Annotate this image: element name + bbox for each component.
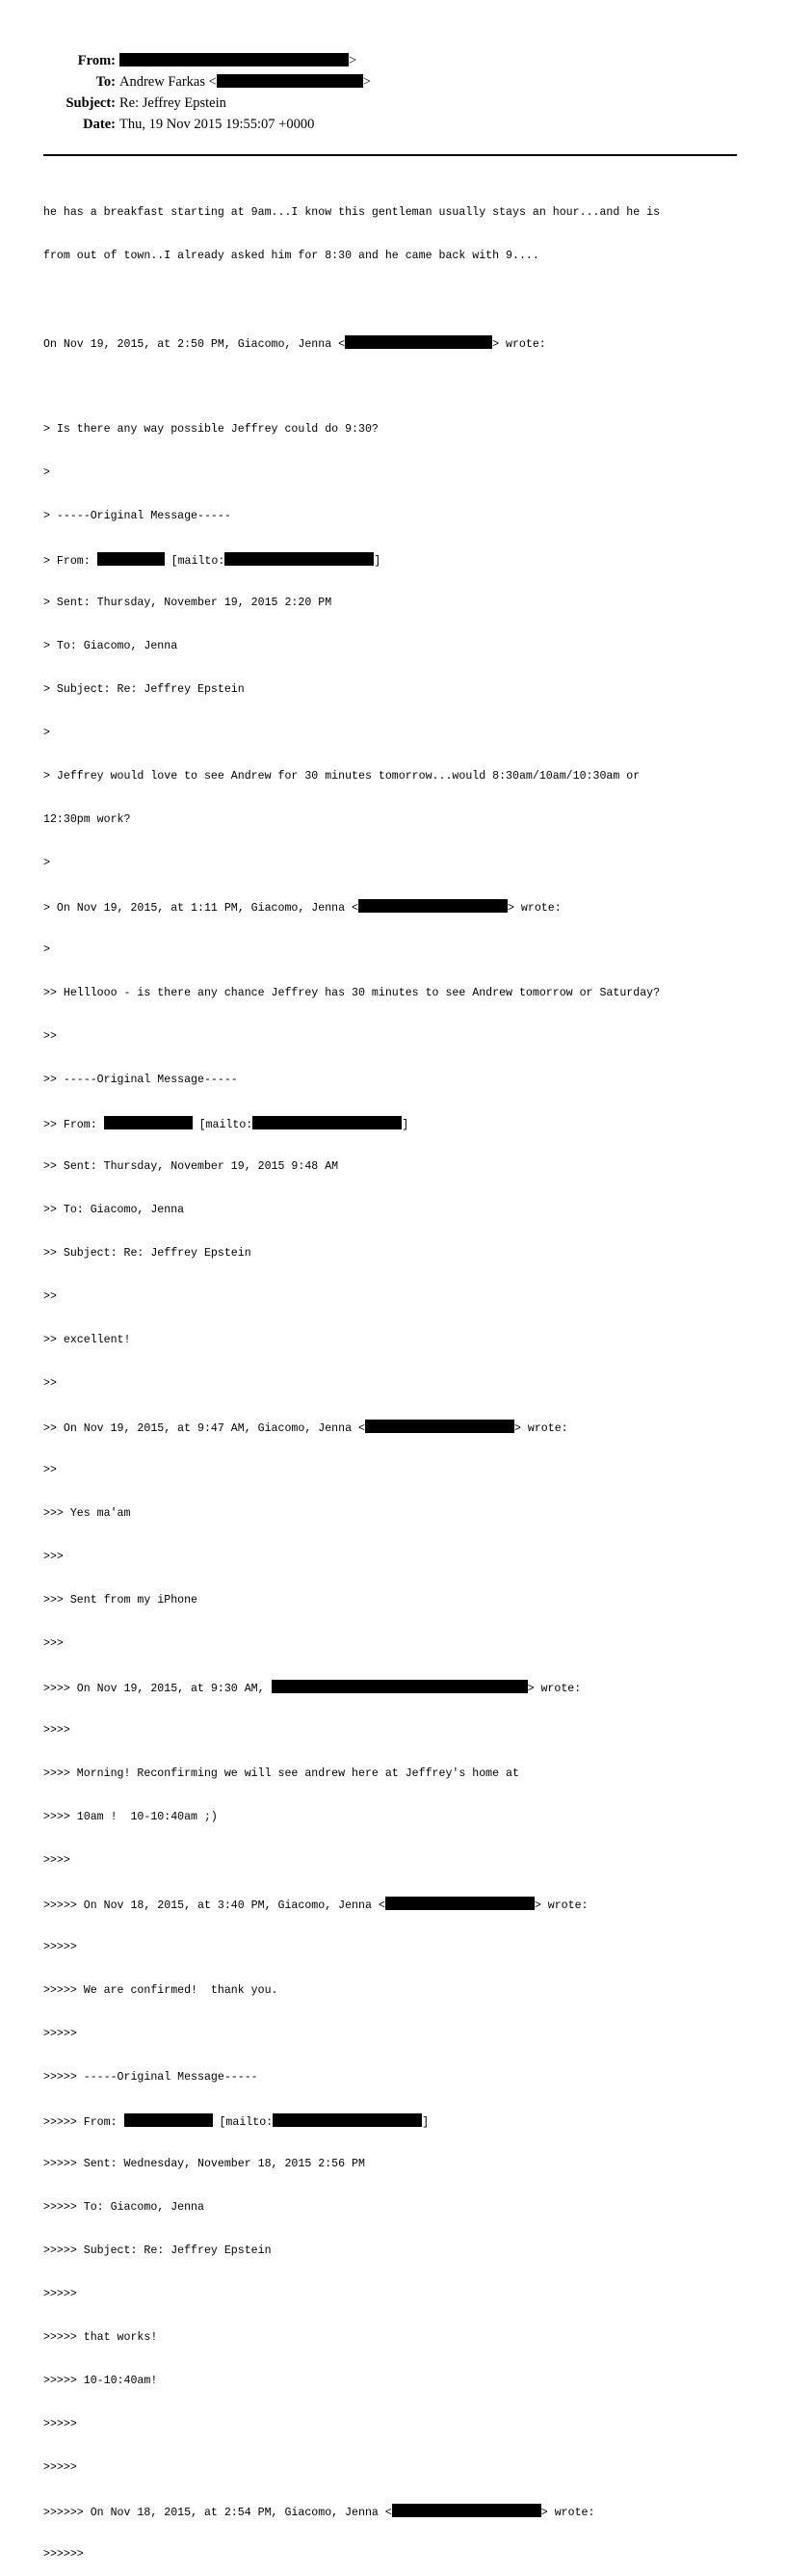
body-line <box>43 1420 756 1434</box>
body-line: > <box>43 943 50 956</box>
body-text: [mailto: <box>164 555 225 568</box>
subject-value: Re: Jeffrey Epstein <box>119 95 226 111</box>
blank-line <box>43 379 756 393</box>
redaction-block <box>104 1116 193 1129</box>
body-line: >>> <box>43 1637 64 1650</box>
email-body <box>43 176 756 2576</box>
body-line: >>>> 10am ! 10-10:40am ;) <box>43 1811 218 1823</box>
body-text: [mailto: <box>212 2116 274 2129</box>
body-line: >>>>> To: Giacomo, Jenna <box>43 2201 204 2214</box>
redaction-block <box>217 74 363 88</box>
body-line: he has a breakfast starting at 9am...I know this gentleman usually stays an hour...and he is <box>43 206 661 219</box>
to-label: To: <box>95 74 116 90</box>
body-line <box>43 1680 756 1694</box>
body-line: >> Sent: Thursday, November 19, 2015 9:48 AM <box>43 1160 339 1173</box>
body-line: > To: Giacomo, Jenna <box>43 640 178 652</box>
body-line: >>>>> -----Original Message----- <box>43 2071 258 2084</box>
body-line: >>>>> 10-10:40am! <box>43 2375 158 2387</box>
body-line: > Jeffrey would love to see Andrew for 30 minutes tomorrow...would 8:30am/10am/10:30am or <box>43 770 641 783</box>
subject-label: Subject: <box>66 95 116 111</box>
to-value <box>119 73 371 91</box>
to-after: > <box>362 74 371 90</box>
redaction-block <box>119 53 349 66</box>
redaction-block <box>345 335 492 349</box>
body-line: >>>>> <box>43 2028 77 2040</box>
body-line: > Sent: Thursday, November 19, 2015 2:20 PM <box>43 597 332 609</box>
body-text: [mailto: <box>192 1119 253 1131</box>
redaction-block <box>365 1420 514 1433</box>
redaction-block <box>224 552 374 566</box>
blank-line <box>43 292 756 306</box>
body-line: >>> <box>43 1551 64 1563</box>
body-text: >> On Nov 19, 2015, at 9:47 AM, Giacomo, Jenna < <box>43 1422 365 1435</box>
body-line <box>43 899 756 914</box>
body-line: >> Helllooo - is there any chance Jeffrey has 30 minutes to see Andrew tomorrow or Saturday? <box>43 987 661 999</box>
body-text: >>>>> From: <box>43 2116 124 2129</box>
body-line: 12:30pm work? <box>43 813 131 826</box>
redaction-block <box>97 552 165 566</box>
body-line: >>>> <box>43 1724 70 1737</box>
body-line <box>43 2504 756 2518</box>
body-text: > wrote: <box>540 2507 595 2519</box>
body-text: > wrote: <box>513 1422 568 1435</box>
body-line: >>>>> that works! <box>43 2331 158 2344</box>
redaction-block <box>358 899 508 913</box>
body-line <box>43 1897 756 1911</box>
date-label: Date: <box>83 117 116 132</box>
body-line: >> To: Giacomo, Jenna <box>43 1204 185 1216</box>
body-text: ] <box>402 1119 409 1131</box>
body-text: > wrote: <box>534 1899 589 1912</box>
body-line <box>43 1116 756 1130</box>
body-text: > wrote: <box>492 338 546 351</box>
redaction-block <box>273 2113 422 2127</box>
body-line: >>>>> We are confirmed! thank you. <box>43 1984 278 1997</box>
body-line: >>>>>> <box>43 2548 84 2561</box>
from-label: From: <box>77 53 116 68</box>
body-line: >>>>> <box>43 2461 77 2474</box>
body-text: ] <box>374 555 381 568</box>
body-text: > wrote: <box>508 902 562 915</box>
body-line: >>>>> Subject: Re: Jeffrey Epstein <box>43 2244 272 2257</box>
from-value <box>119 52 356 69</box>
body-line: > -----Original Message----- <box>43 510 231 522</box>
body-text: >> From: <box>43 1119 104 1131</box>
date-value: Thu, 19 Nov 2015 19:55:07 +0000 <box>119 117 315 132</box>
body-line: >> <box>43 1030 57 1043</box>
body-text: On Nov 19, 2015, at 2:50 PM, Giacomo, Jenna < <box>43 338 346 351</box>
redaction-block <box>124 2113 213 2127</box>
to-name: Andrew Farkas < <box>119 74 217 90</box>
body-line: >>>>> <box>43 2418 77 2430</box>
body-text: > On Nov 19, 2015, at 1:11 PM, Giacomo, Jenna < <box>43 902 358 915</box>
redaction-block <box>392 2504 541 2517</box>
body-line: > <box>43 857 50 869</box>
body-line: >>>>> Sent: Wednesday, November 18, 2015 2:56 PM <box>43 2158 365 2170</box>
body-text: >>>> On Nov 19, 2015, at 9:30 AM, <box>43 1683 272 1695</box>
body-line: >> <box>43 1464 57 1476</box>
body-line: >>>>> <box>43 1941 77 1953</box>
body-line: >> <box>43 1290 57 1303</box>
body-line: >> -----Original Message----- <box>43 1074 238 1086</box>
body-line: >>>> <box>43 1854 70 1867</box>
redaction-block <box>252 1116 402 1129</box>
body-text: ] <box>422 2116 430 2129</box>
redaction-block <box>385 1897 535 1910</box>
body-line: > <box>43 727 50 739</box>
body-line: >> excellent! <box>43 1334 131 1346</box>
body-line: > Subject: Re: Jeffrey Epstein <box>43 683 245 696</box>
body-text: >>>>> On Nov 18, 2015, at 3:40 PM, Giacomo, Jenna < <box>43 1899 385 1912</box>
body-text: > wrote: <box>527 1683 582 1695</box>
body-line: >>>>> <box>43 2288 77 2300</box>
body-line: >>>> Morning! Reconfirming we will see andrew here at Jeffrey's home at <box>43 1767 519 1780</box>
body-line: > <box>43 466 50 479</box>
body-line: >>> Yes ma'am <box>43 1507 131 1520</box>
body-line <box>43 552 756 567</box>
body-line: >> Subject: Re: Jeffrey Epstein <box>43 1247 251 1260</box>
body-line: >>> Sent from my iPhone <box>43 1594 198 1607</box>
body-line: > Is there any way possible Jeffrey could do 9:30? <box>43 423 379 436</box>
body-line <box>43 335 756 350</box>
from-after: > <box>349 53 357 68</box>
redaction-block <box>272 1680 528 1693</box>
header-divider <box>43 154 737 156</box>
body-line: from out of town..I already asked him for 8:30 and he came back with 9.... <box>43 250 539 262</box>
body-text: > From: <box>43 555 97 568</box>
body-text: >>>>>> On Nov 18, 2015, at 2:54 PM, Giacomo, Jenna < <box>43 2507 392 2519</box>
body-line <box>43 2113 756 2128</box>
body-line: >> <box>43 1377 57 1390</box>
